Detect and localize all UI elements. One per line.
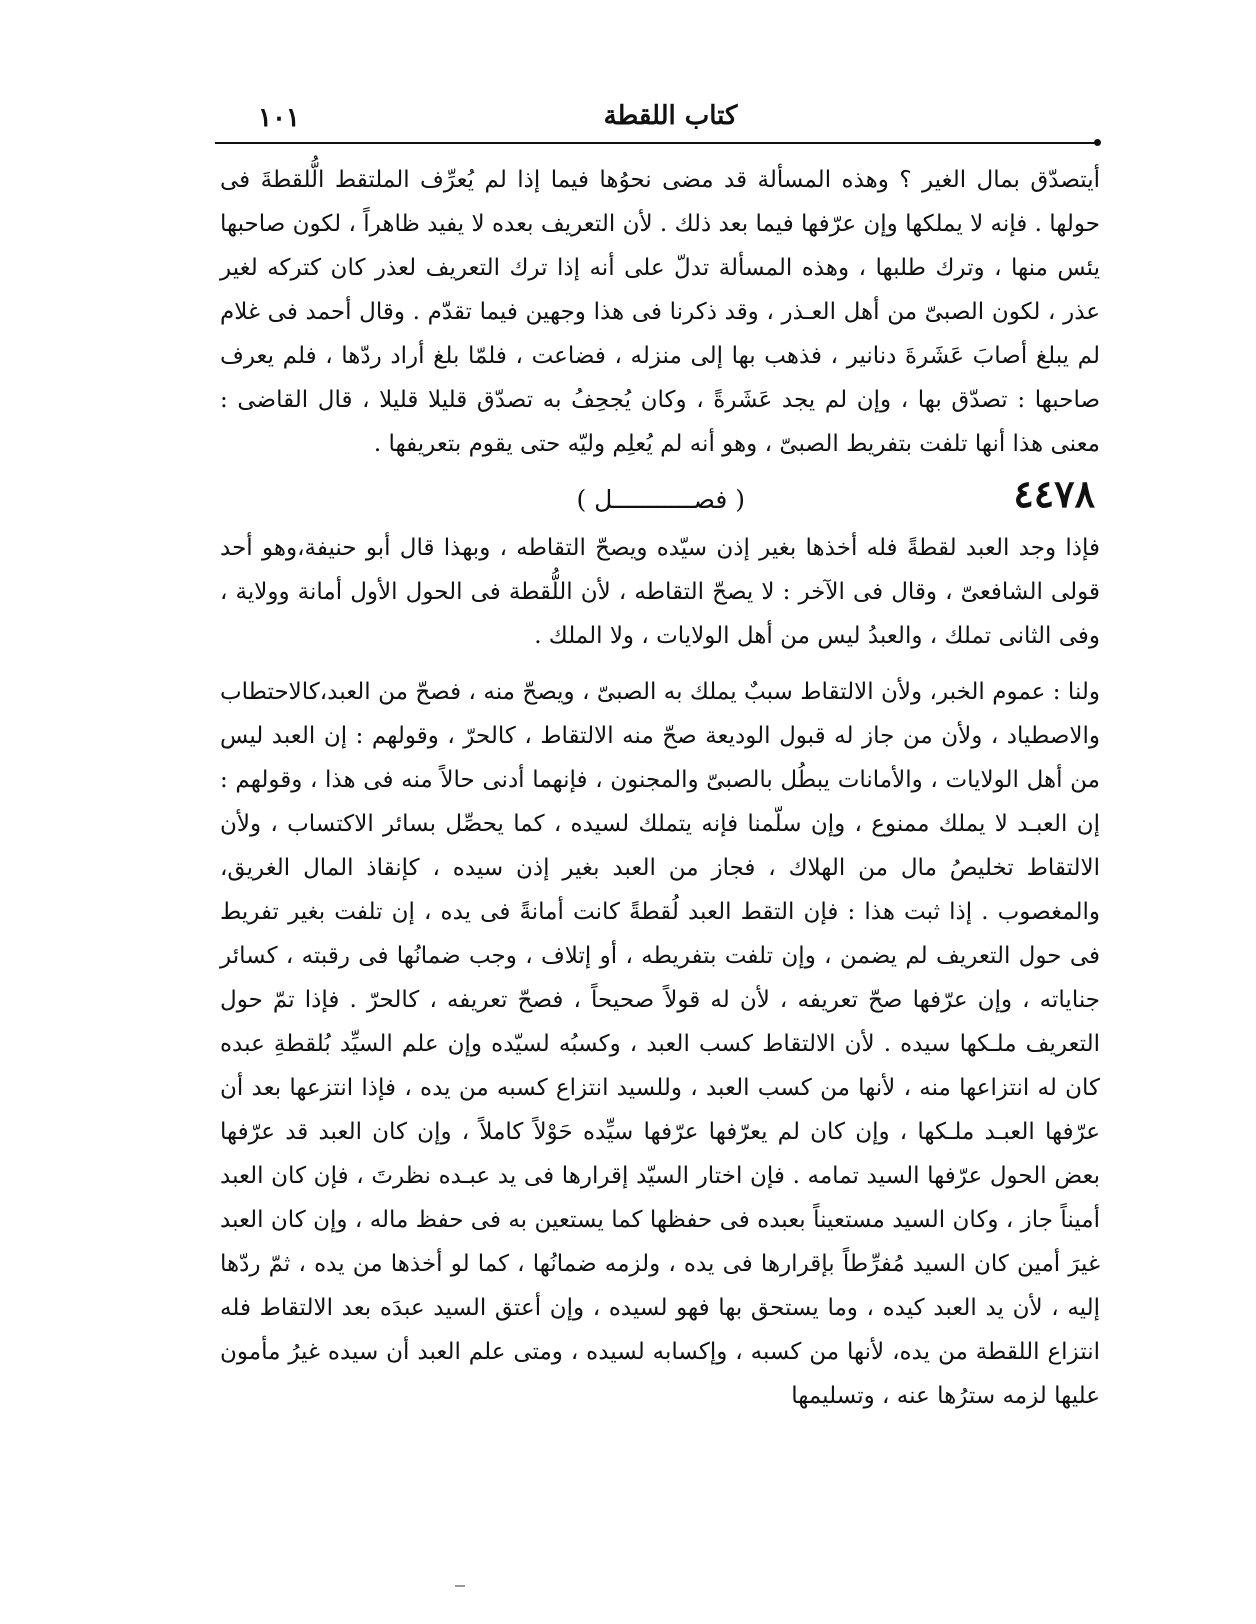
header-rule — [215, 142, 1097, 144]
section-heading — [220, 468, 1100, 526]
paragraph-continued: أيتصدّق بمال الغير ؟ وهذه المسألة قد مضى نحوُها فيما إذا لم يُعرِّف الملتقط الُّلقطةَ فى حولها . فإنه لا يملكها وإن عرّفها فيما بعد ذلك . لأن التعريف بعده لا يفيد ظاهراً ، لكون صاحبها يئس منها ، وترك طلبها ، وهذه المسألة تدلّ على أنه إذا ترك التعريف لعذر كان كتركه لغير عذر ، لكون الصبىّ من أهل العـذر ، وقد ذكرنا فى هذا وجهين فيما تقدّم . وقال أحمد فى غلام لم يبلغ أصابَ عَشَرةَ دنانير ، فذهب بها إلى منزله ، فضاعت ، فلمّا بلغ أراد ردّها ، فلم يعرف صاحبها : تصدّق بها ، وإن لم يجد عَشَرةً ، وكان يُجحِفُ به تصدّق قليلا قليلا ، قال القاضى : معنى هذا أنها تلفت بتفريط الصبىّ ، وهو أنه لم يُعلِم وليّه حتى يقوم بتعريفها . — [220, 167, 1100, 457]
footer-mark — [455, 1585, 465, 1587]
section-title: ( فصـــــــــــل ) — [576, 485, 745, 514]
page-body — [220, 158, 1100, 1418]
page-number: ١٠١ — [258, 103, 300, 133]
paragraph-section-opening: فإذا وجد العبد لقطةً فله أخذها بغير إذن سيّده ويصحّ التقاطه ، وبهذا قال أبو حنيفة،وهو أحد قولى الشافعىّ ، وقال فى الآخر : لا يصحّ التقاطه ، لأن اللُّقطة فى الحول الأول أمانة وولاية ، وفى الثانى تملك ، والعبدُ ليس من أهل الولايات ، ولا الملك . — [220, 535, 1100, 649]
section-number: ٤٤٧٨ — [1013, 471, 1095, 516]
running-title: كتاب اللقطة — [603, 101, 738, 131]
paragraph-argument: ولنا : عموم الخبر، ولأن الالتقاط سببٌ يملك به الصبىّ ، ويصحّ منه ، فصحّ من العبد،كالاحتطاب والاصطياد ، ولأن من جاز له قبول الوديعة صحّ منه الالتقاط ، كالحرّ ، وقولهم : إن العبد ليس من أهل الولايات ، والأمانات يبطُل بالصبىّ والمجنون ، فإنهما أدنى حالاً منه فى هذا ، وقولهم : إن العبـد لا يملك ممنوع ، وإن سلّمنا فإنه يتملك لسيده ، كما يحصِّل بسائر الاكتساب ، ولأن الالتقاط تخليصُ مال من الهلاك ، فجاز من العبد بغير إذن سيده ، كإنقاذ المال الغريق، والمغصوب . إذا ثبت هذا : فإن التقط العبد لُقطةً كانت أمانةً فى يده ، إن تلفت بغير تفريط فى حول التعريف لم يضمن ، وإن تلفت بتفريطه ، أو إتلاف ، وجب ضمانُها فى رقبته ، كسائر جناياته ، وإن عرّفها صحّ تعريفه ، لأن له قولاً صحيحاً ، فصحّ تعريفه ، كالحرّ . فإذا تمّ حول التعريف ملـكها سيده . لأن الالتقاط كسب العبد ، وكسبُه لسيّده وإن علم السيِّد بُلقطةِ عبده كان له انتزاعها منه ، لأنها من كسب العبد ، وللسيد انتزاع كسبه من يده ، فإذا انتزعها بعد أن عرّفها العبـد ملـكها ، وإن كان لم يعرّفها عرّفها سيِّده حَوْلاً كاملاً ، وإن كان العبد قد عرّفها بعض الحول عرّفها السيد تمامه . فإن اختار السيّد إقرارها فى يد عبـده نظرتَ ، فإن كان العبد أميناً جاز ، وكان السيد مستعيناً بعبده فى حفظها كما يستعين به فى حفظ ماله ، وإن كان العبد غيرَ أمين كان السيد مُفرِّطاً بإقرارها فى يده ، ولزمه ضمانُها ، كما لو أخذها من يده ، ثمّ ردّها إليه ، لأن يد العبد كيده ، وما يستحق بها فهو لسيده ، وإن أعتق السيد عبدَه بعد الالتقاط فله انتزاع اللقطة من يده، لأنها من كسبه ، وإكسابه لسيده ، ومتى علم العبد أن سيده غيرُ مأمون عليها لزمه سترُها عنه ، وتسليمها — [220, 679, 1100, 1409]
header-rule-ornament — [1094, 139, 1101, 146]
page-header — [240, 95, 1101, 139]
